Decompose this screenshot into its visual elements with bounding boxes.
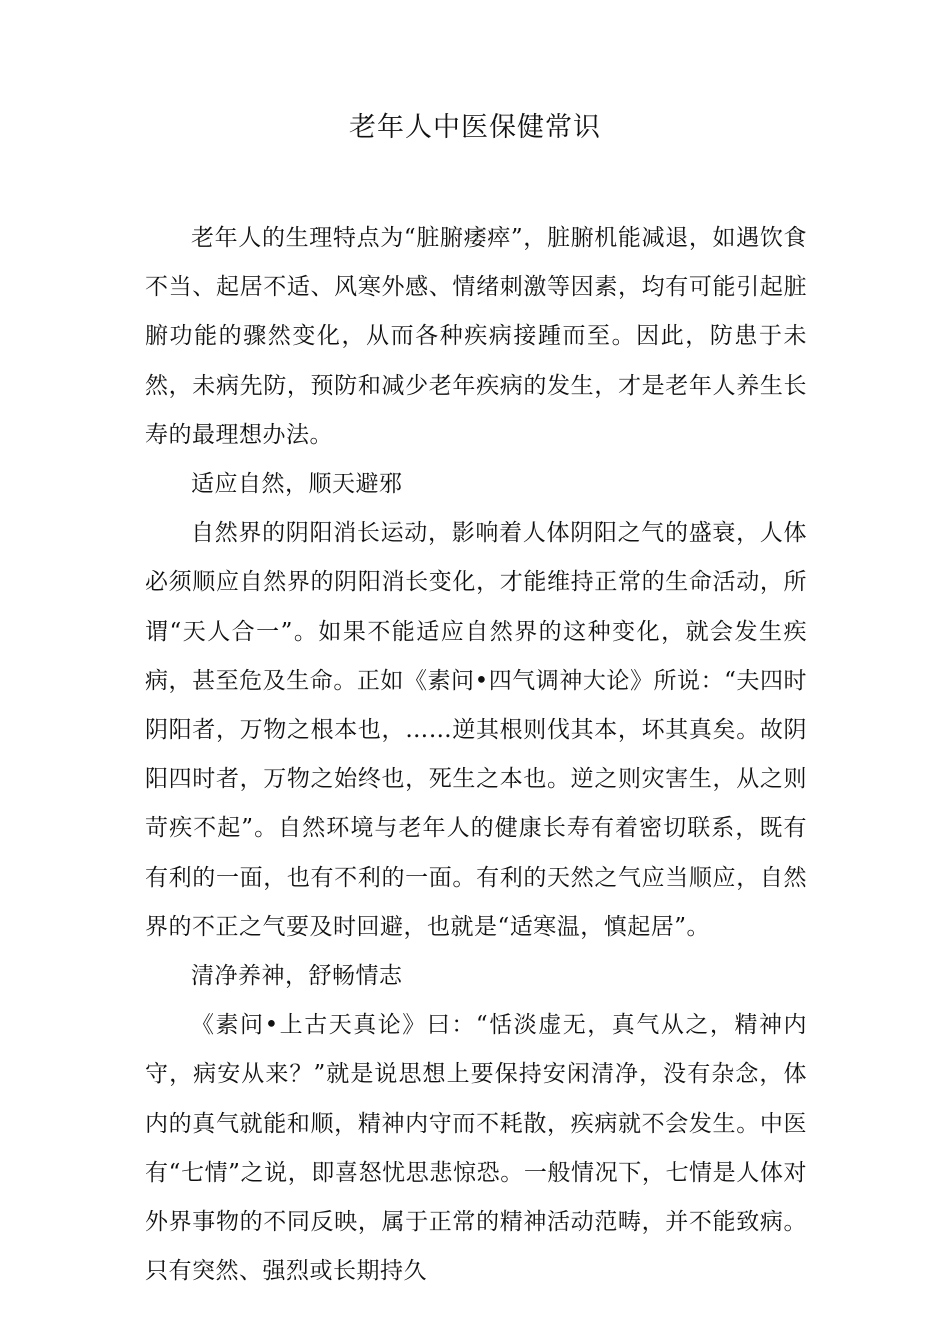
document-body (145, 214, 807, 1296)
body-paragraph-mind: 《素问•上古天真论》曰：“恬淡虚无，真气从之，精神内守，病安从来？”就是说思想上要保持安闲清净，没有杂念，体内的真气就能和顺，精神内守而不耗散，疾病就不会发生。中医有“七情”之说，即喜怒忧思悲惊恐。一般情况下，七情是人体对外界事物的不同反映，属于正常的精神活动范畴，并不能致病。只有突然、强烈或长期持久 (145, 1012, 807, 1285)
document-title: 老年人中医保健常识 (349, 112, 601, 143)
body-paragraph-intro: 老年人的生理特点为“脏腑痿瘁”，脏腑机能减退，如遇饮食不当、起居不适、风寒外感、情绪刺激等因素，均有可能引起脏腑功能的骤然变化，从而各种疾病接踵而至。因此，防患于未然，未病先防，预防和减少老年疾病的发生，才是老年人养生长寿的最理想办法。 (145, 225, 807, 448)
section-heading-nature: 适应自然，顺天避邪 (191, 471, 403, 498)
body-paragraph-nature: 自然界的阴阳消长运动，影响着人体阴阳之气的盛衰，人体必须顺应自然界的阴阳消长变化，才能维持正常的生命活动，所谓“天人合一”。如果不能适应自然界的这种变化，就会发生疾病，甚至危及生命。正如《素问•四气调神大论》所说：“夫四时阴阳者，万物之根本也，……逆其根则伐其本，坏其真矣。故阴阳四时者，万物之始终也，死生之本也。逆之则灾害生，从之则苛疾不起”。自然环境与老年人的健康长寿有着密切联系，既有有利的一面，也有不利的一面。有利的天然之气应当顺应，自然界的不正之气要及时回避，也就是“适寒温，慎起居”。 (145, 520, 807, 940)
section-heading-mind: 清净养神，舒畅情志 (191, 963, 403, 990)
